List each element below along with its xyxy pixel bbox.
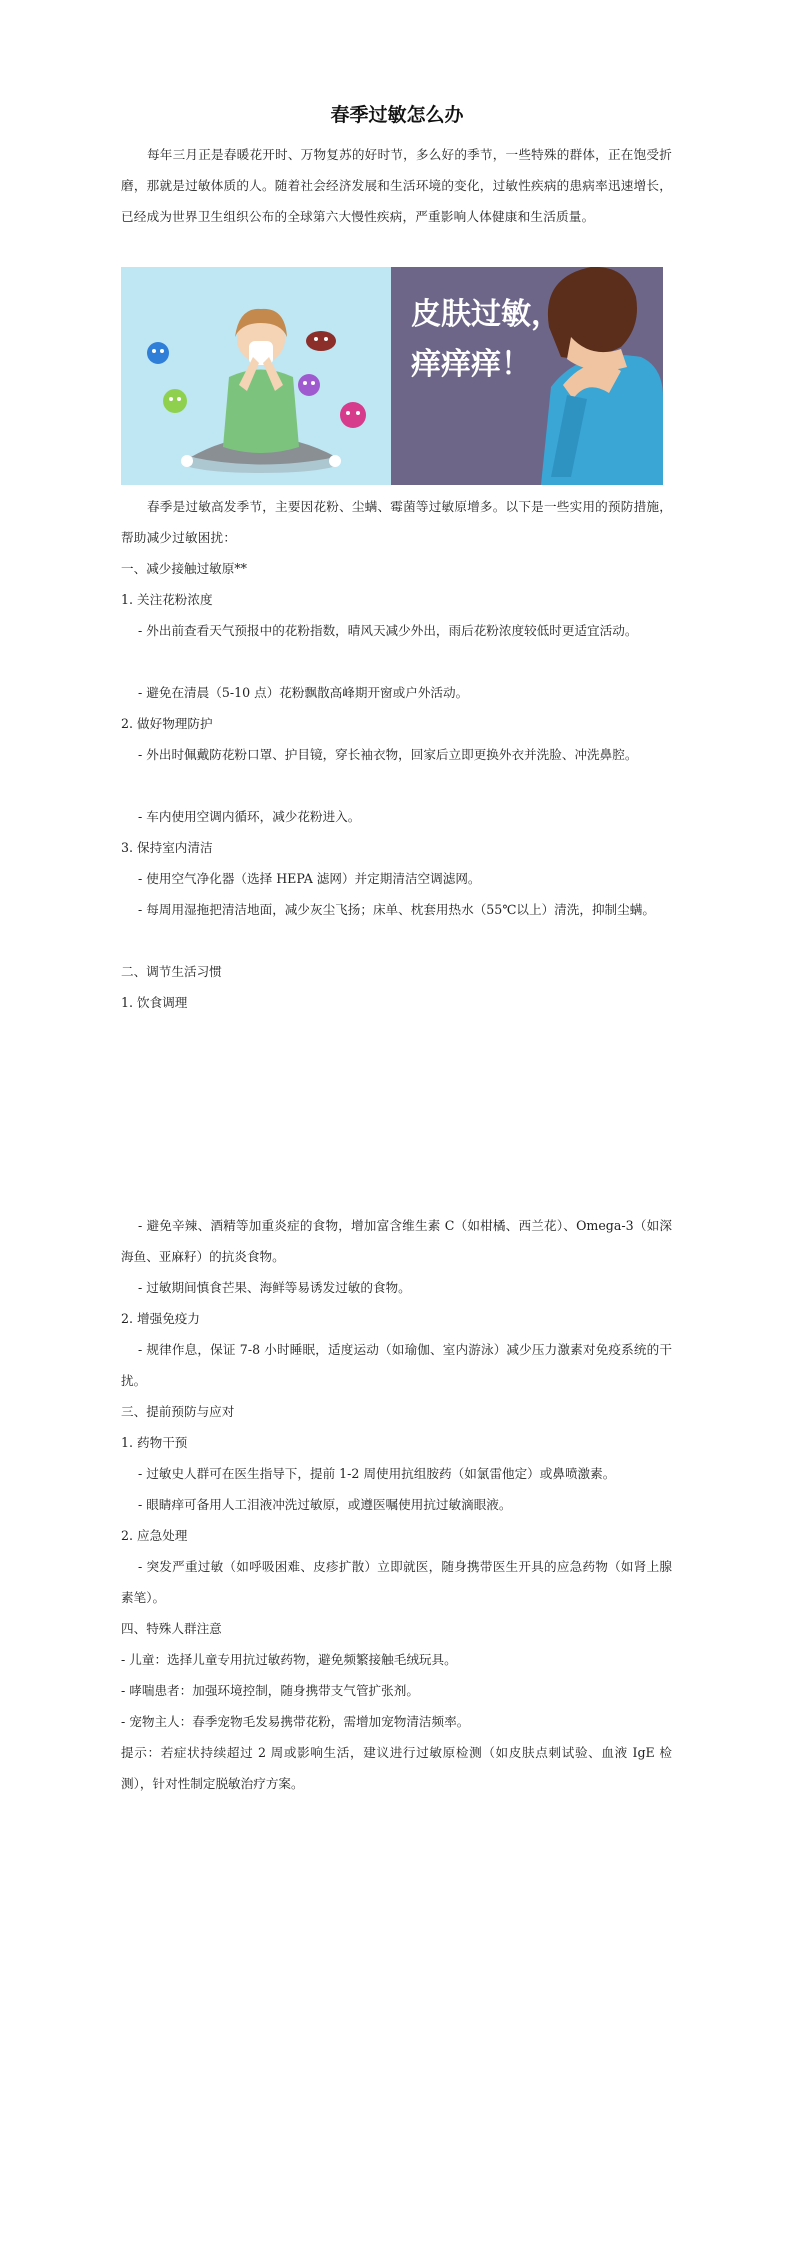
germ-icon-purple [298,374,320,396]
bullet-item: - 规律作息，保证 7-8 小时睡眠，适度运动（如瑜伽、室内游泳）减少压力激素对免疫系统的干扰。 [121,1342,672,1388]
bullet-item: - 眼睛痒可备用人工泪液冲洗过敏原，或遵医嘱使用抗过敏滴眼液。 [138,1497,512,1512]
subsection-title: 2. 做好物理防护 [121,716,213,731]
subsection-title: 1. 饮食调理 [121,995,188,1010]
bullet-item: - 每周用湿拖把清洁地面，减少灰尘飞扬；床单、枕套用热水（55℃以上）清洗，抑制尘螨。 [138,902,655,917]
bullet-item: - 避免辛辣、酒精等加重炎症的食物，增加富含维生素 C（如柑橘、西兰花）、Omega-3（如深海鱼、亚麻籽）的抗炎食物。 [121,1218,672,1264]
bullet-item: - 避免在清晨（5-10 点）花粉飘散高峰期开窗或户外活动。 [138,685,469,700]
bullet-item: - 外出时佩戴防花粉口罩、护目镜，穿长袖衣物，回家后立即更换外衣并洗脸、冲洗鼻腔。 [138,747,638,762]
germ-icon-blue [147,342,169,364]
subsection-title: 3. 保持室内清洁 [121,840,213,855]
section-heading: 二、调节生活习惯 [121,964,222,979]
tip-paragraph: 提示：若症状持续超过 2 周或影响生活，建议进行过敏原检测（如皮肤点刺试验、血液 IgE 检测），针对性制定脱敏治疗方案。 [121,1745,672,1791]
bullet-item: - 过敏期间慎食芒果、海鲜等易诱发过敏的食物。 [138,1280,411,1295]
subsection-title: 2. 应急处理 [121,1528,188,1543]
bullet-item: - 儿童：选择儿童专用抗过敏药物，避免频繁接触毛绒玩具。 [121,1652,457,1667]
section-heading: 三、提前预防与应对 [121,1404,235,1419]
lead-paragraph: 春季是过敏高发季节，主要因花粉、尘螨、霉菌等过敏原增多。以下是一些实用的预防措施，帮助减少过敏困扰： [121,499,672,545]
itchy-skin-panel [391,267,663,485]
image-caption-line2: 痒痒痒！ [411,347,531,382]
article-title: 春季过敏怎么办 [330,104,464,126]
bullet-item: - 使用空气净化器（选择 HEPA 滤网）并定期清洁空调滤网。 [138,871,481,886]
subsection-title: 1. 药物干预 [121,1435,188,1450]
bullet-item: - 过敏史人群可在医生指导下，提前 1-2 周使用抗组胺药（如氯雷他定）或鼻喷激素。 [138,1466,616,1481]
section-heading: 一、减少接触过敏原** [121,561,247,576]
germ-icon-pink [340,402,366,428]
bullet-item: - 车内使用空调内循环，减少花粉进入。 [138,809,361,824]
subsection-title: 1. 关注花粉浓度 [121,592,213,607]
subsection-title: 2. 增强免疫力 [121,1311,200,1326]
bullet-item: - 外出前查看天气预报中的花粉指数，晴风天减少外出，雨后花粉浓度较低时更适宜活动。 [138,623,638,638]
bullet-item: - 宠物主人：春季宠物毛发易携带花粉，需增加宠物清洁频率。 [121,1714,470,1729]
bullet-item: - 哮喘患者：加强环境控制，随身携带支气管扩张剂。 [121,1683,419,1698]
image-caption-line1: 皮肤过敏， [411,297,561,332]
section-heading: 四、特殊人群注意 [121,1621,222,1636]
sneezing-woman-panel [121,267,391,485]
germ-icon-green [163,389,187,413]
germ-icon-brown [306,331,336,351]
intro-paragraph: 每年三月正是春暖花开时、万物复苏的好时节，多么好的季节，一些特殊的群体，正在饱受折磨，那就是过敏体质的人。随着社会经济发展和生活环境的变化，过敏性疾病的患病率迅速增长，已经成为世界卫生组织公布的全球第六大慢性疾病，严重影响人体健康和生活质量。 [121,147,672,224]
bullet-item: - 突发严重过敏（如呼吸困难、皮疹扩散）立即就医，随身携带医生开具的应急药物（如肾上腺素笔）。 [121,1559,672,1605]
allergy-illustration [121,267,663,485]
